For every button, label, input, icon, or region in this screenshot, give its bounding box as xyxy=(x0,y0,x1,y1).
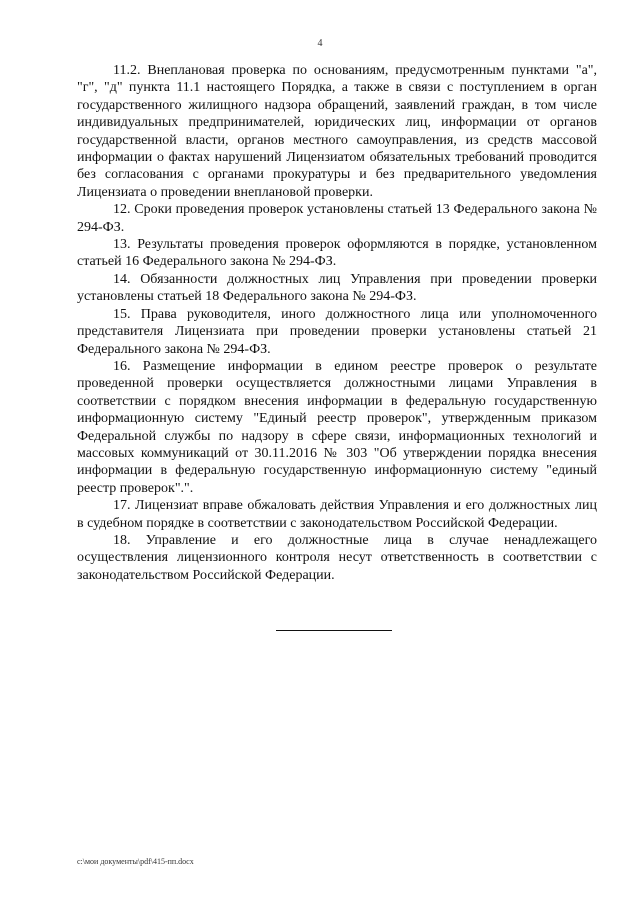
paragraph-16: 16. Размещение информации в едином реестре проверок о результате проведенной проверки осуществляется должностными лицами Управления в соответствии с порядком внесения информации в федеральную государственную информационную систему "Единый реестр проверок", утвержденным приказом Федеральной службы по надзору в сфере связи, информационных технологий и массовых коммуникаций от 30.11.2016 № 303 "Об утверждении порядка внесения информации в федеральную государственную информационную систему "единый реестр проверок".". xyxy=(77,358,597,496)
paragraph-12: 12. Сроки проведения проверок установлены статьей 13 Федерального закона № 294-ФЗ. xyxy=(77,202,597,235)
paragraph-18: 18. Управление и его должностные лица в случае ненадлежащего осуществления лицензионного контроля несут ответственность в соответствии с законодательством Российской Федерации. xyxy=(77,532,597,583)
document-body xyxy=(77,62,597,584)
paragraph-13: 13. Результаты проведения проверок оформляются в порядке, установленном статьей 16 Федерального закона № 294-ФЗ. xyxy=(77,237,597,270)
footer-file-path: c:\мои документы\pdf\415-пп.docx xyxy=(77,857,194,866)
page-number: 4 xyxy=(317,38,323,49)
end-of-text-divider xyxy=(276,630,392,631)
paragraph-17: 17. Лицензиат вправе обжаловать действия Управления и его должностных лиц в судебном порядке в соответствии с законодательством Российской Федерации. xyxy=(77,498,597,531)
paragraph-15: 15. Права руководителя, иного должностного лица или уполномоченного представителя Лицензиата при проведении проверки установлены статьей 21 Федерального закона № 294-ФЗ. xyxy=(77,306,597,357)
paragraph-11-2: 11.2. Внеплановая проверка по основаниям, предусмотренным пунктами "а", "г", "д" пункта 11.1 настоящего Порядка, а также в связи с поступлением в орган государственного жилищного надзора обращений, заявлений граждан, в том числе индивидуальных предпринимателей, юридических лиц, информации от органов государственной власти, органов местного самоуправления, из средств массовой информации о фактах нарушений Лицензиатом обязательных требований проводится без согласования с органами прокуратуры и без предварительного уведомления Лицензиата о проведении внеплановой проверки. xyxy=(77,63,597,200)
paragraph-14: 14. Обязанности должностных лиц Управления при проведении проверки установлены статьей 18 Федерального закона № 294-ФЗ. xyxy=(77,271,597,305)
